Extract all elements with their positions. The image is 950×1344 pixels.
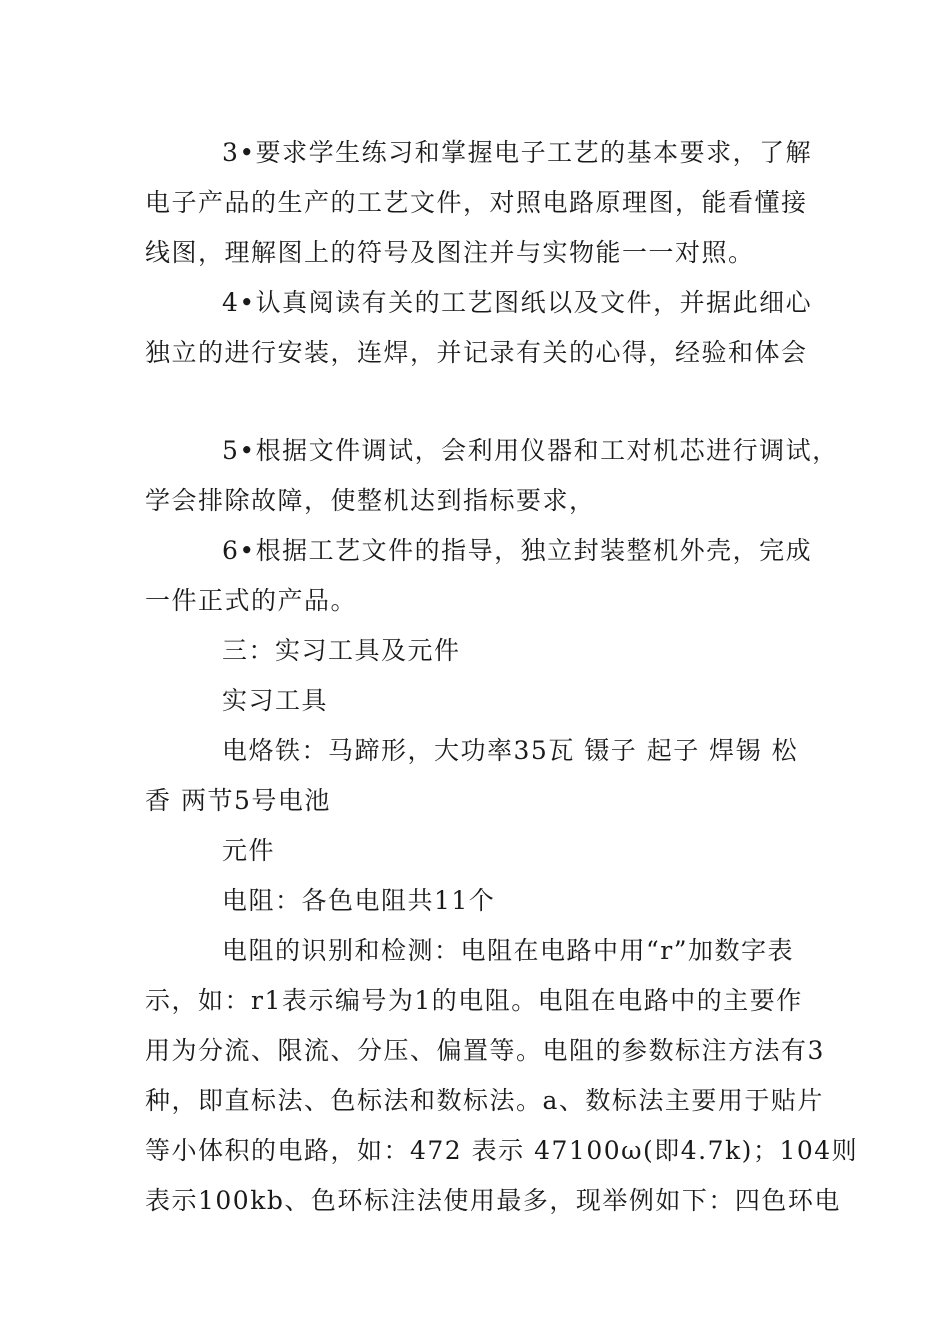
section-heading: 三：实习工具及元件 (222, 636, 461, 665)
text-line: 6•根据工艺文件的指导，独立封装整机外壳，完成 (222, 536, 813, 565)
text-line: 一件正式的产品。 (145, 586, 358, 615)
text-line: 电阻的识别和检测：电阻在电路中用“r”加数字表 (222, 936, 795, 965)
text-line: 独立的进行安装，连焊，并记录有关的心得，经验和体会 (145, 338, 808, 367)
text-line: 3•要求学生练习和掌握电子工艺的基本要求，了解 (222, 138, 813, 167)
text-line: 种，即直标法、色标法和数标法。a、数标法主要用于贴片 (145, 1086, 824, 1115)
text-line: 学会排除故障，使整机达到指标要求， (145, 486, 596, 515)
text-line: 4•认真阅读有关的工艺图纸以及文件，并据此细心 (222, 288, 813, 317)
text-line: 用为分流、限流、分压、偏置等。电阻的参数标注方法有3 (145, 1036, 825, 1065)
text-line: 电阻：各色电阻共11个 (222, 886, 496, 915)
subsection-heading: 元件 (222, 836, 276, 865)
text-line: 线图，理解图上的符号及图注并与实物能一一对照。 (145, 238, 755, 267)
text-line: 5•根据文件调试，会利用仪器和工对机芯进行调试， (222, 436, 839, 465)
text-line: 示，如：r1表示编号为1的电阻。电阻在电路中的主要作 (145, 986, 803, 1015)
text-line: 电烙铁：马蹄形，大功率35瓦 镊子 起子 焊锡 松 (222, 736, 799, 765)
text-line: 等小体积的电路，如：472 表示 47100ω(即4.7k)；104则 (145, 1136, 859, 1165)
text-line: 表示100kb、色环标注法使用最多，现举例如下：四色环电 (145, 1186, 841, 1215)
subsection-heading: 实习工具 (222, 686, 329, 715)
text-line: 香 两节5号电池 (145, 786, 331, 815)
text-line: 电子产品的生产的工艺文件，对照电路原理图，能看懂接 (145, 188, 808, 217)
